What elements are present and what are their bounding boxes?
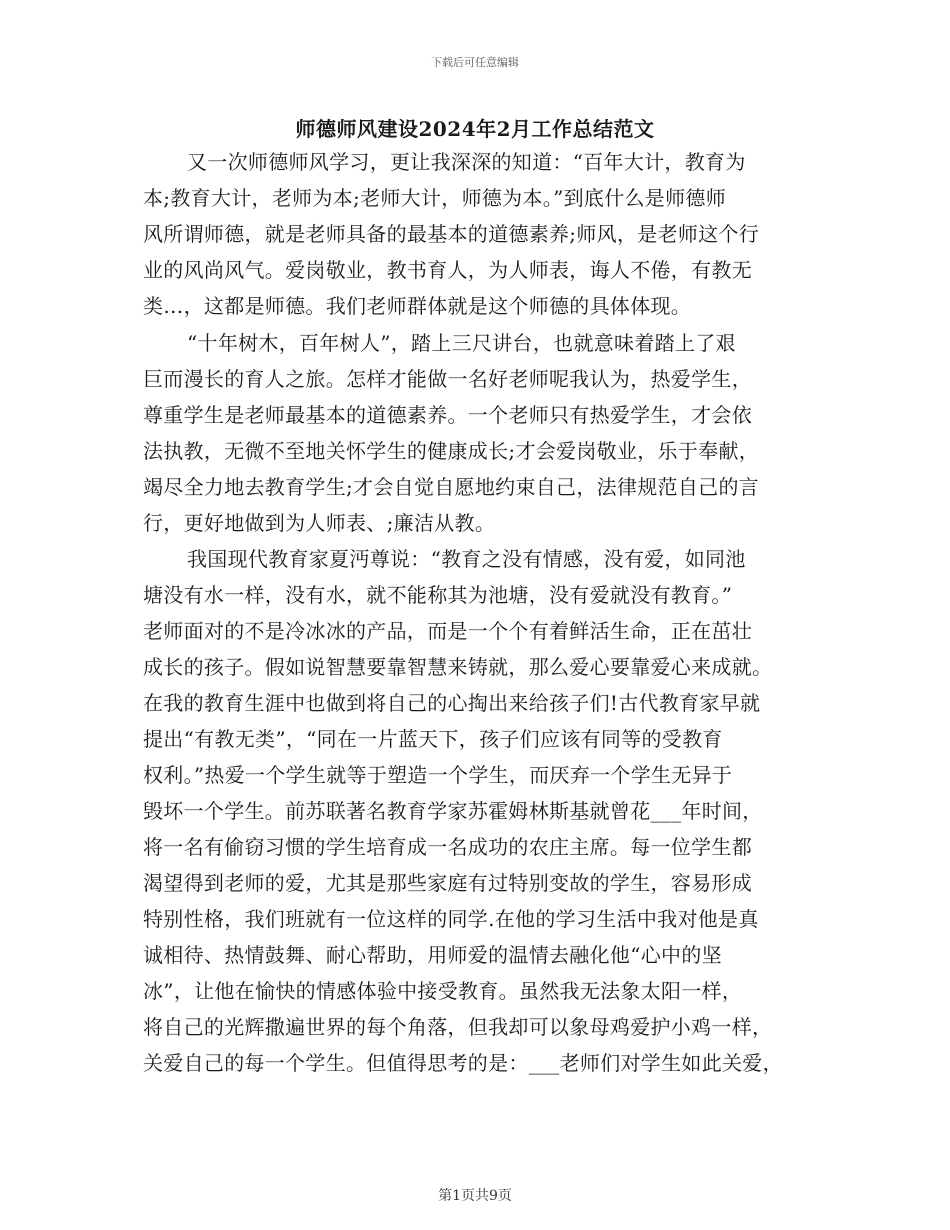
body-line: 老师面对的不是冷冰冰的产品，而是一个个有着鲜活生命，正在茁壮 [143,619,752,643]
body-line: 关爱自己的每一个学生。但值得思考的是：___老师们对学生如此关爱， [143,1051,783,1075]
body-line: 巨而漫长的育人之旅。怎样才能做一名好老师呢我认为，热爱学生， [143,367,752,391]
body-line: 又一次师德师风学习，更让我深深的知道：“百年大计，教育为 [187,150,746,174]
body-line: 类…，这都是师德。我们老师群体就是这个师德的具体体现。 [143,294,692,318]
page-header-note: 下载后可任意编辑 [431,56,519,69]
body-line: 风所谓师德，就是老师具备的最基本的道德素养;师风，是老师这个行 [143,222,760,246]
document-title: 师德师风建设2024年2月工作总结范文 [295,117,655,141]
body-line: 在我的教育生涯中也做到将自己的心掏出来给孩子们!古代教育家早就 [143,691,761,715]
body-line: 诚相待、热情鼓舞、耐心帮助，用师爱的温情去融化他“心中的坚 [143,943,722,967]
body-line: 毁坏一个学生。前苏联著名教育学家苏霍姆林斯基就曾花___年时间， [143,799,763,823]
body-line: 将自己的光辉撒遍世界的每个角落，但我却可以象母鸡爱护小鸡一样， [143,1015,773,1039]
body-line: 成长的孩子。假如说智慧要靠智慧来铸就，那么爱心要靠爱心来成就。 [143,655,773,679]
body-line: 行，更好地做到为人师表、;廉洁从教。 [143,511,496,535]
body-line: 塘没有水一样，没有水，就不能称其为池塘，没有爱就没有教育。” [143,583,733,607]
body-line: 权利。”热爱一个学生就等于塑造一个学生，而厌弃一个学生无异于 [143,763,733,787]
body-line: “十年树木，百年树人”，踏上三尺讲台，也就意味着踏上了艰 [187,331,736,355]
page-number-footer: 第1页共9页 [438,1188,512,1204]
body-line: 竭尽全力地去教育学生;才会自觉自愿地约束自己，法律规范自己的言 [143,475,760,499]
body-line: 将一名有偷窃习惯的学生培育成一名成功的农庄主席。每一位学生都 [143,835,752,859]
body-line: 法执教，无微不至地关怀学生的健康成长;才会爱岗敬业，乐于奉献， [143,439,760,463]
body-line: 冰”，让他在愉快的情感体验中接受教育。虽然我无法象太阳一样， [143,979,743,1003]
body-line: 我国现代教育家夏沔尊说：“教育之没有情感，没有爱，如同池 [187,547,746,571]
body-line: 业的风尚风气。爱岗敬业，教书育人，为人师表，诲人不倦，有教无 [143,258,752,282]
body-line: 尊重学生是老师最基本的道德素养。一个老师只有热爱学生，才会依 [143,403,752,427]
body-line: 本;教育大计，老师为本;老师大计，师德为本。”到底什么是师德师 [143,186,727,210]
body-line: 提出“有教无类”，“同在一片蓝天下，孩子们应该有同等的受教育 [143,727,723,751]
body-line: 特别性格，我们班就有一位这样的同学.在他的学习生活中我对他是真 [143,907,759,931]
body-line: 渴望得到老师的爱，尤其是那些家庭有过特别变故的学生，容易形成 [143,871,752,895]
